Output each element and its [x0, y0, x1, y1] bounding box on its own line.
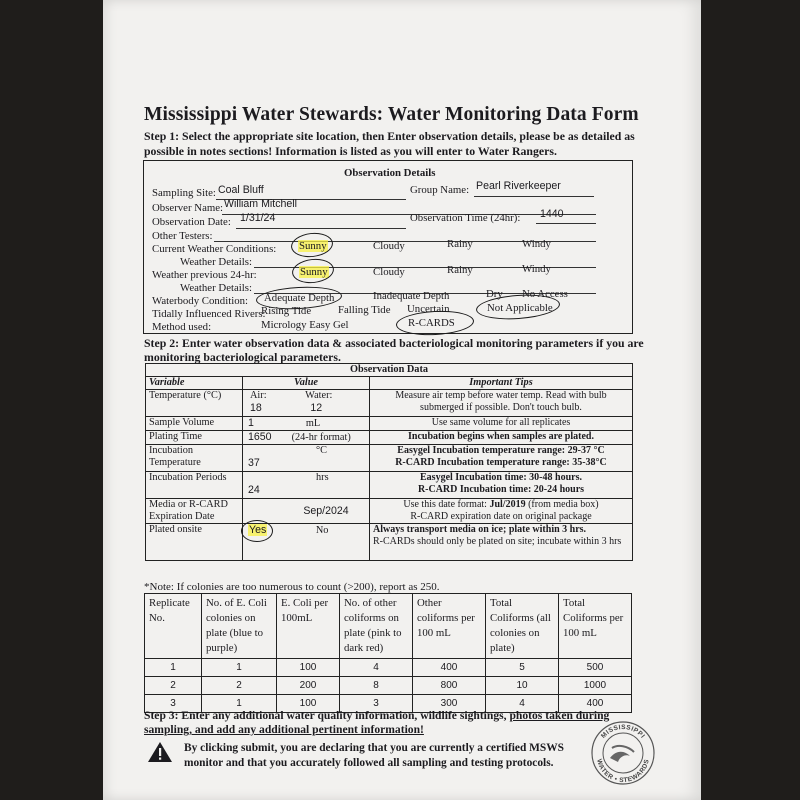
sample-volume-label: Sample Volume: [146, 417, 243, 431]
header-total-per-100ml: Total Coliforms per 100 mL: [559, 594, 632, 659]
waterbody-inadequate-depth: Inadequate Depth: [373, 290, 450, 302]
svg-text:WATER • STEWARDS: WATER • STEWARDS: [595, 758, 651, 785]
plated-onsite-label: Plated onsite: [146, 524, 243, 561]
col-tips: Important Tips: [370, 377, 633, 390]
table-row: 2 2 200 8 800 10 1000: [145, 677, 632, 695]
observation-date-value: 1/31/24: [240, 212, 276, 224]
weather-previous-label: Weather previous 24-hr:: [152, 269, 257, 281]
header-other-coliforms: No. of other coliforms on plate (pink to dark red): [340, 594, 413, 659]
plated-onsite-row: [146, 524, 633, 561]
plating-time-label: Plating Time: [146, 431, 243, 445]
sample-volume-row: Sample Volume 1 mL Use same volume for all replicates: [146, 417, 633, 431]
step2-instructions: Step 2: Enter water observation data & associated bacteriological monitoring parameters if you are monitoring bacteriological parameters.: [144, 336, 644, 364]
step1-instructions: Step 1: Select the appropriate site location, then Enter observation details, please be as detailed as possible in notes sections! Information is listed as you will enter to Water Rangers.: [144, 129, 635, 158]
air-temp: 18: [250, 402, 262, 414]
method-r-cards: R-CARDS: [408, 317, 455, 329]
header-ecoli-per-100ml: E. Coli per 100mL: [277, 594, 340, 659]
col-variable: Variable: [146, 377, 243, 390]
current-weather-label: Current Weather Conditions:: [152, 243, 277, 255]
tidal-falling: Falling Tide: [338, 304, 391, 316]
current-weather-windy: Windy: [522, 238, 551, 250]
media-expiration-row: [146, 499, 633, 524]
observation-date-label: Observation Date:: [152, 216, 231, 228]
weather-details-label-2: Weather Details:: [180, 282, 252, 294]
tidal-not-applicable: Not Applicable: [487, 302, 553, 314]
header-other-per-100ml: Other coliforms per 100 mL: [413, 594, 486, 659]
sample-volume-tip: Use same volume for all replicates: [370, 417, 633, 431]
form-title: Mississippi Water Stewards: Water Monitoring Data Form: [144, 104, 639, 125]
observation-time-label: Observation Time (24hr):: [410, 212, 521, 224]
declaration-text: By clicking submit, you are declaring that you are currently a certified MSWS monitor and that you accurately followed all sampling and testing protocols.: [184, 742, 564, 769]
temperature-label: Temperature (°C): [146, 390, 243, 417]
method-easy-gel: Micrology Easy Gel: [261, 319, 349, 331]
previous-weather-rainy: Rainy: [447, 264, 473, 276]
plated-onsite-circle: [241, 520, 273, 542]
plating-time-tip: Incubation begins when samples are plated.: [370, 431, 633, 445]
other-testers-label: Other Testers:: [152, 230, 213, 242]
header-total-coliforms: Total Coliforms (all colonies on plate): [486, 594, 559, 659]
observation-data-header: Observation Data: [146, 364, 633, 377]
observer-name-label: Observer Name:: [152, 202, 224, 214]
incubation-temp-label: Incubation Temperature: [146, 445, 243, 472]
form-paper: [103, 0, 701, 800]
step3-instructions: Step 3: Enter any additional water quality information, wildlife sightings, photos taken during sampling, and add any additional pertinent information!: [144, 709, 610, 736]
temperature-row: [146, 390, 633, 417]
sampling-site-value: Coal Bluff: [218, 184, 264, 196]
replicate-table: [144, 593, 632, 713]
observer-name-value: William Mitchell: [224, 198, 297, 210]
previous-weather-circle: [291, 257, 335, 285]
incubation-periods-value: 24: [248, 484, 260, 496]
tidal-rising: Rising Tide: [261, 305, 312, 317]
media-expiration-value: Sep/2024: [303, 504, 349, 517]
temperature-tip: Measure air temp before water temp. Read with bulb submerged if possible. Don't touch bulb.: [370, 390, 633, 417]
plating-time-value: 1650: [248, 431, 272, 443]
tidal-rivers-label: Tidally Influenced Rivers:: [152, 308, 266, 320]
waterbody-no-access: No Access: [522, 288, 568, 300]
observation-details-header: Observation Details: [344, 167, 436, 179]
previous-weather-windy: Windy: [522, 263, 551, 275]
msws-seal-icon: [590, 720, 656, 786]
warning-icon: [147, 741, 173, 763]
waterbody-adequate-depth: Adequate Depth: [264, 292, 335, 304]
previous-weather-sunny: Sunny: [300, 266, 328, 278]
colony-note: *Note: If colonies are too numerous to count (>200), report as 250.: [144, 581, 440, 593]
tidal-uncertain: Uncertain: [407, 303, 450, 315]
plated-onsite-yes: Yes: [249, 524, 267, 536]
incubation-temp-tip: Easygel Incubation temperature range: 29-37 °C R-CARD Incubation temperature range: 35-38°C: [370, 445, 633, 472]
header-replicate: Replicate No.: [145, 594, 202, 659]
previous-weather-cloudy: Cloudy: [373, 266, 405, 278]
water-temp: 12: [310, 402, 323, 414]
observation-time-value: 1440: [540, 208, 564, 220]
sampling-site-label: Sampling Site:: [152, 187, 216, 199]
method-used-label: Method used:: [152, 321, 212, 333]
group-name-value: Pearl Riverkeeper: [476, 180, 561, 192]
incubation-temp-row: Incubation Temperature °C 37 Easygel Incubation temperature range: 29-37 °C R-CARD Incubation temperature range: 35-38°C: [146, 445, 633, 472]
current-weather-sunny: Sunny: [299, 240, 327, 252]
current-weather-rainy: Rainy: [447, 238, 473, 250]
sample-volume-value: 1: [248, 417, 254, 429]
waterbody-dry: Dry: [486, 288, 503, 300]
incubation-periods-row: Incubation Periods hrs 24 Easygel Incubation time: 30-48 hours. R-CARD Incubation time: 20-24 hours: [146, 472, 633, 499]
incubation-temp-value: 37: [248, 457, 260, 469]
observation-details-box: [143, 160, 633, 334]
table-row: 3 1 100 3 300 4 400: [145, 695, 632, 713]
media-expiration-label: Media or R-CARD Expiration Date: [146, 499, 243, 524]
plated-onsite-no: No: [315, 525, 329, 536]
replicate-header-row: [145, 594, 632, 659]
media-expiration-tip: Use this date format: Jul/2019 (from media box) R-CARD expiration date on original package: [370, 499, 633, 524]
plated-onsite-tip: Always transport media on ice; plate within 3 hrs. R-CARDs should only be plated on site; incubate within 3 hrs: [370, 524, 633, 561]
svg-text:MISSISSIPPI: MISSISSIPPI: [600, 723, 647, 740]
current-weather-cloudy: Cloudy: [373, 240, 405, 252]
header-ecoli-colonies: No. of E. Coli colonies on plate (blue to purple): [202, 594, 277, 659]
group-name-label: Group Name:: [410, 184, 470, 196]
table-row: 1 1 100 4 400 5 500: [145, 659, 632, 677]
weather-details-label-1: Weather Details:: [180, 256, 252, 268]
temperature-values: Air: Water: 18 12: [243, 390, 370, 417]
plating-time-row: Plating Time 1650 (24-hr format) Incubation begins when samples are plated.: [146, 431, 633, 445]
current-weather-circle: [290, 231, 334, 259]
observation-data-table: [145, 363, 633, 561]
incubation-periods-tip: Easygel Incubation time: 30-48 hours. R-CARD Incubation time: 20-24 hours: [370, 472, 633, 499]
col-value: Value: [243, 377, 370, 390]
incubation-periods-label: Incubation Periods: [146, 472, 243, 499]
waterbody-condition-label: Waterbody Condition:: [152, 295, 248, 307]
